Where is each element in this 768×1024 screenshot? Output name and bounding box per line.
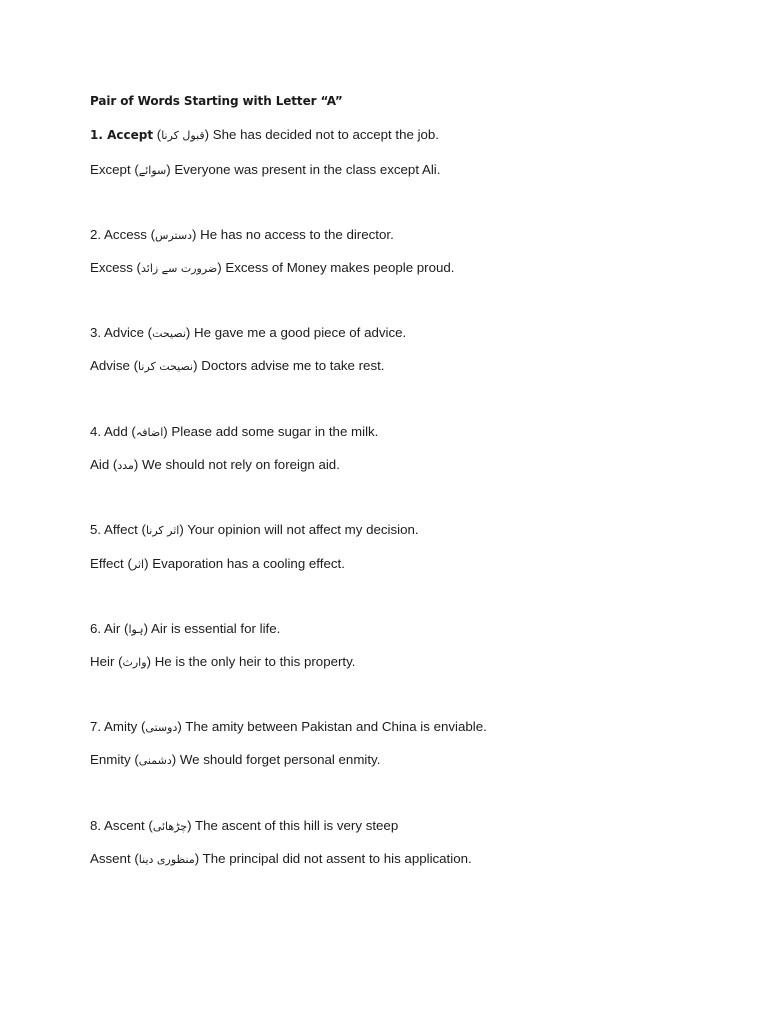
example-sentence: Everyone was present in the class except Ali. [174, 162, 441, 177]
word-term: Heir [90, 654, 115, 669]
example-sentence: She has decided not to accept the job. [212, 127, 440, 142]
example-sentence: Your opinion will not affect my decision. [187, 522, 419, 537]
word-term: 8. Ascent [90, 818, 145, 833]
word-term: Enmity [90, 752, 131, 767]
word-pair-line: Except (سوائے) Everyone was present in the class except Ali. [90, 162, 441, 177]
word-term: Advise [90, 358, 130, 373]
example-sentence: He is the only heir to this property. [154, 654, 356, 669]
urdu-meaning: قبول کرنا [161, 129, 205, 142]
urdu-meaning: دوستی [145, 721, 178, 734]
word-pair-line: Effect (اثر) Evaporation has a cooling effect. [90, 556, 345, 571]
word-term: Excess [90, 260, 133, 275]
word-pair-line: 7. Amity (دوستی) The amity between Pakistan and China is enviable. [90, 719, 487, 734]
word-term: 2. Access [90, 227, 147, 242]
example-sentence: Evaporation has a cooling effect. [152, 556, 345, 571]
urdu-meaning: ضرورت سے زائد [140, 262, 218, 275]
urdu-meaning: چڑھائی [152, 820, 188, 833]
word-term: Assent [90, 851, 131, 866]
word-term: 3. Advice [90, 325, 144, 340]
urdu-meaning: نصیحت [152, 327, 186, 340]
example-sentence: The amity between Pakistan and China is enviable. [185, 719, 487, 734]
urdu-meaning: دشمنی [138, 754, 172, 767]
urdu-meaning: نصیحت کرنا [138, 360, 194, 373]
word-pair-line: Heir (وارث) He is the only heir to this property. [90, 654, 356, 669]
urdu-meaning: وارث [122, 656, 147, 669]
word-term: 5. Affect [90, 522, 138, 537]
word-term: Effect [90, 556, 124, 571]
urdu-meaning: اثر کرنا [145, 524, 180, 537]
urdu-meaning: مدد [117, 459, 134, 472]
example-sentence: We should forget personal enmity. [179, 752, 381, 767]
word-term: 4. Add [90, 424, 128, 439]
word-pair-line: Advise (نصیحت کرنا) Doctors advise me to take rest. [90, 358, 385, 373]
word-term: 7. Amity [90, 719, 138, 734]
urdu-meaning: دسترس [155, 229, 192, 242]
word-pair-line: 3. Advice (نصیحت) He gave me a good piece of advice. [90, 325, 407, 340]
page-title: Pair of Words Starting with Letter “A” [90, 94, 343, 108]
word-pair-line: Enmity (دشمنی) We should forget personal enmity. [90, 752, 381, 767]
word-term: Aid [90, 457, 110, 472]
word-term: 6. Air [90, 621, 121, 636]
urdu-meaning: ہوا [128, 623, 144, 636]
example-sentence: The principal did not assent to his application. [202, 851, 472, 866]
example-sentence: Excess of Money makes people proud. [225, 260, 455, 275]
word-term: Except [90, 162, 131, 177]
example-sentence: Please add some sugar in the milk. [171, 424, 379, 439]
document-page [90, 0, 730, 1024]
word-pair-line: Assent (منظوری دینا) The principal did not assent to his application. [90, 851, 472, 866]
word-pair-line: Aid (مدد) We should not rely on foreign aid. [90, 457, 340, 472]
example-sentence: He has no access to the director. [200, 227, 394, 242]
example-sentence: Air is essential for life. [151, 621, 281, 636]
urdu-meaning: سوائے [138, 164, 167, 177]
word-pair-line: 5. Affect (اثر کرنا) Your opinion will not affect my decision. [90, 522, 419, 537]
word-pair-line: 8. Ascent (چڑھائی) The ascent of this hill is very steep [90, 818, 399, 833]
word-pair-line: 2. Access (دسترس) He has no access to the director. [90, 227, 394, 242]
word-pair-line: 6. Air (ہوا) Air is essential for life. [90, 621, 281, 636]
word-term: 1. Accept [90, 128, 154, 142]
word-pair-line: 1. Accept (قبول کرنا) She has decided not to accept the job. [90, 127, 440, 142]
example-sentence: The ascent of this hill is very steep [194, 818, 399, 833]
word-pair-line: Excess (ضرورت سے زائد) Excess of Money makes people proud. [90, 260, 455, 275]
urdu-meaning: اثر [131, 558, 145, 571]
example-sentence: We should not rely on foreign aid. [142, 457, 340, 472]
word-pair-line: 4. Add (اضافہ) Please add some sugar in the milk. [90, 424, 379, 439]
urdu-meaning: اضافہ [135, 426, 164, 439]
urdu-meaning: منظوری دینا [138, 853, 195, 866]
example-sentence: Doctors advise me to take rest. [201, 358, 385, 373]
example-sentence: He gave me a good piece of advice. [194, 325, 407, 340]
